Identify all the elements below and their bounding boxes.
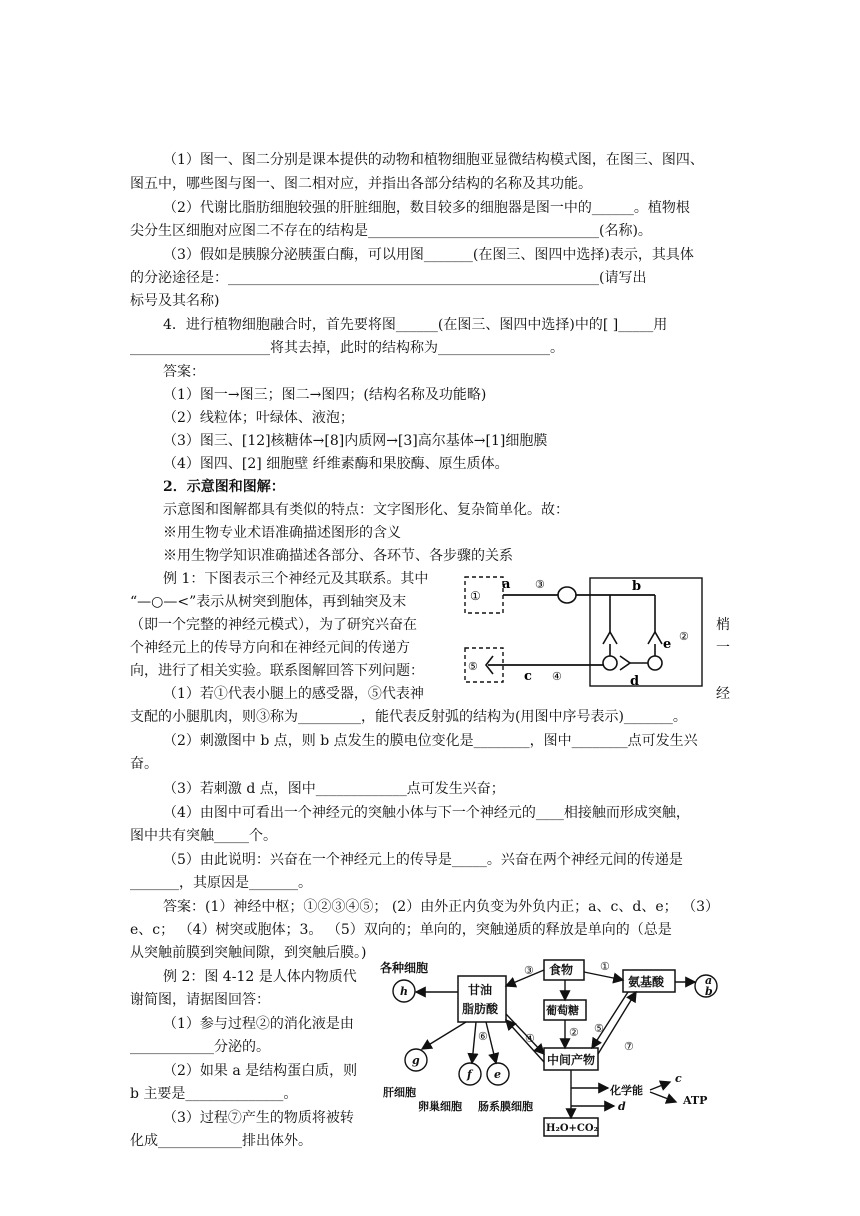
section-heading: 2．示意图和图解： (163, 479, 285, 495)
label-atp: ATP (683, 1094, 708, 1107)
step-1: ① (600, 960, 610, 973)
label-1: ① (470, 589, 481, 603)
text-line: 尖分生区细胞对应图二不存在的结构是_________________________________(名称)。 (130, 223, 652, 239)
text-line: 的分泌途径是：_____________________________________________________(请写出 (130, 270, 647, 286)
text-line: 个神经元上的传导方向和在神经元间的传递方 (130, 640, 410, 656)
label-glycerol: 甘油 (468, 983, 493, 997)
text-line: （3）若刺激 d 点，图中_____________点可发生兴奋； (163, 781, 505, 797)
answer-line: （2）线粒体；叶绿体、液泡； (163, 410, 354, 426)
arrow-aa-to-intermediate (592, 992, 628, 1048)
text-line: 一 (716, 640, 730, 656)
text-line: （3）过程⑦产生的物质将被转 (163, 1110, 354, 1126)
neuron-diagram (460, 570, 710, 690)
label-b: b (632, 579, 642, 594)
label-a: a (705, 974, 713, 987)
cell-body (603, 656, 617, 670)
note-line: ※用生物专业术语准确描述图形的含义 (163, 525, 401, 541)
label-e: e (494, 1068, 501, 1081)
text-line: 支配的小腿肌肉，则③称为_________，能代表反射弧的结构为(用图中序号表示)_______。 (130, 709, 687, 725)
label-4: ④ (552, 670, 562, 683)
label-fatty-acid: 脂肪酸 (462, 1002, 499, 1016)
text-line: ____________分泌的。 (130, 1039, 270, 1055)
label-b: b (705, 985, 713, 998)
note-line: ※用生物学知识准确描述各部分、各环节、各步骤的关系 (163, 548, 513, 564)
synapse-mid (620, 656, 630, 670)
text-line: 标号及其名称) (130, 293, 220, 309)
step-5: ⑤ (594, 1022, 604, 1035)
label-intermediate: 中间产物 (547, 1053, 596, 1067)
text-line: （即一个完整的神经元模式），为了研究兴奋在 (130, 617, 417, 633)
metabolism-diagram (378, 958, 730, 1140)
label-liver: 肝细胞 (383, 1086, 416, 1099)
answer-line: （3）图三、[12]核糖体→[8]内质网→[3]高尔基体→[1]细胞膜 (163, 433, 548, 449)
text-line: （2）代谢比脂肪细胞较强的肝脏细胞，数目较多的细胞器是图一中的______。植物根 (163, 200, 690, 216)
label-d: d (630, 674, 640, 689)
text-line: 化成____________排出体外。 (130, 1133, 312, 1149)
label-ovary: 卵巢细胞 (418, 1100, 462, 1113)
label-mesentery: 肠系膜细胞 (478, 1100, 533, 1113)
text-line: 向，进行了相关实验。联系图解回答下列问题： (130, 663, 424, 679)
label-h: h (400, 985, 408, 998)
label-5: ⑤ (468, 660, 478, 673)
text-line: （1）图一、图二分别是课本提供的动物和植物细胞亚显微结构模式图，在图三、图四、 (163, 152, 704, 168)
arrow-fat-to-f (472, 1022, 476, 1063)
text-line: 图五中，哪些图与图一、图二相对应，并指出各部分结构的名称及其功能。 (130, 176, 592, 192)
label-food: 食物 (549, 963, 574, 977)
answer-line: （1）图一→图三；图二→图四；(结构名称及功能略) (163, 387, 487, 403)
answer-line: e、c； （4）树突或胞体；3。 （5）双向的；单向的，突触递质的释放是单向的（总是 (130, 922, 672, 938)
arrow-food-to-aa (584, 972, 623, 980)
text-line: （2）如果 a 是结构蛋白质，则 (163, 1063, 358, 1079)
section-intro: 示意图和图解都具有类似的特点：文字图形化、复杂简单化。故： (163, 502, 569, 518)
label-glucose: 葡萄糖 (546, 1004, 579, 1017)
text-line: 例 2：图 4-12 是人体内物质代 (163, 969, 357, 985)
text-line: ____________________将其去掉，此时的结构称为________________。 (130, 340, 564, 356)
text-line: （1）若①代表小腿上的感受器，⑤代表神 (163, 686, 424, 702)
label-chemical-energy: 化学能 (610, 1084, 643, 1097)
cell-body (648, 656, 662, 670)
label-c: c (524, 669, 532, 684)
answer-line: 答案：(1）神经中枢；①②③④⑤； (2）由外正内负变为外负内正；a、c、d、e； （3） (163, 899, 719, 915)
label-g: g (412, 1054, 420, 1067)
synapse-top-left (603, 632, 617, 644)
text-line: （3）假如是胰腺分泌胰蛋白酶，可以用图_______(在图三、图四中选择)表示，其具体 (163, 247, 694, 263)
text-line: 奋。 (130, 756, 158, 772)
label-amino-acid: 氨基酸 (628, 975, 665, 989)
text-line: 图中共有突触_____个。 (130, 828, 277, 844)
synapse-top-right (648, 632, 662, 644)
arrow-fat-to-g (422, 1022, 466, 1049)
text-line: 谢简图，请据图回答： (130, 992, 270, 1008)
label-h2o-co2: H₂O+CO₂ (546, 1123, 598, 1134)
text-line: 经 (716, 686, 730, 702)
label-c: c (675, 1072, 682, 1085)
text-line: 梢 (716, 617, 730, 633)
step-2: ② (569, 1026, 579, 1039)
text-line: _______，其原因是_______。 (130, 875, 312, 891)
answer-line: 从突触前膜到突触间隙，到突触后膜。) (130, 945, 367, 961)
label-d: d (618, 1100, 626, 1113)
step-4: ④ (525, 1032, 535, 1045)
label-e: e (663, 637, 672, 652)
label-cells: 各种细胞 (380, 961, 429, 975)
text-line: （1）参与过程②的消化液是由 (163, 1016, 354, 1032)
label-3: ③ (535, 578, 545, 591)
text-line: 4．进行植物细胞融合时，首先要将图______(在图三、图四中选择)中的[ ]_____用 (163, 317, 668, 333)
text-line: （4）由图中可看出一个神经元的突触小体与下一个神经元的____相接触而形成突触， (163, 805, 690, 821)
step-7: ⑦ (624, 1040, 634, 1053)
text-line: （2）刺激图中 b 点，则 b 点发生的膜电位变化是________，图中________点可发生兴 (163, 733, 698, 749)
text-line: （5）由此说明：兴奋在一个神经元上的传导是_____。兴奋在两个神经元间的传递是 (163, 852, 683, 868)
arrow-to-c (650, 1082, 670, 1090)
answer-label: 答案： (163, 364, 205, 380)
answer-line: （4）图四、[2] 细胞壁 纤维素酶和果胶酶、原生质体。 (163, 456, 509, 472)
arrow-to-atp (650, 1092, 676, 1102)
step-3: ③ (524, 964, 534, 977)
text-line: “—○—<”表示从树突到胞体，再到轴突及末 (130, 594, 407, 610)
step-6: ⑥ (478, 1030, 488, 1043)
label-a: a (502, 577, 511, 592)
label-f: f (467, 1068, 472, 1081)
cell-body (558, 587, 576, 603)
text-line: b 主要是______________。 (130, 1086, 298, 1102)
label-2: ② (679, 630, 689, 643)
text-line: 例 1：下图表示三个神经元及其联系。其中 (163, 571, 429, 587)
